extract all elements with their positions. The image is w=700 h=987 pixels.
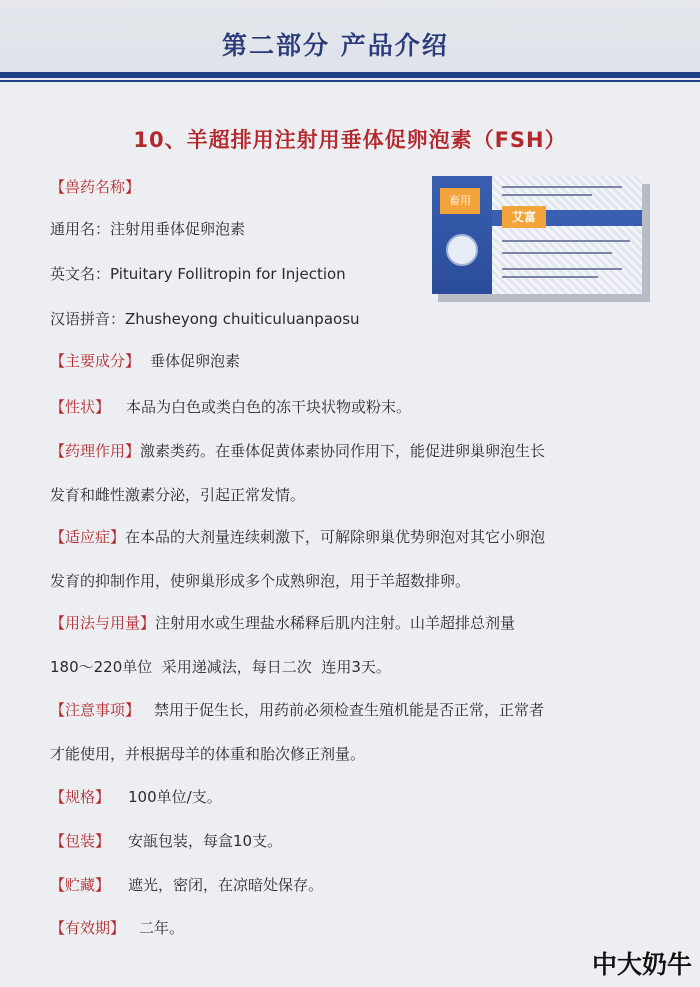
precautions-line2: 才能使用，并根据母羊的体重和胎次修正剂量。 <box>50 745 366 763</box>
header-rule-thin <box>0 80 700 82</box>
english-name-value: Pituitary Follitropin for Injection <box>110 265 346 283</box>
generic-name-value: 注射用垂体促卵泡素 <box>110 220 246 238</box>
generic-name-label: 通用名： <box>50 220 111 238</box>
package-label: 【包装】 <box>50 832 111 850</box>
usage-line2: 180～220单位 采用递减法，每日二次 连用3天。 <box>50 658 391 676</box>
spec-value: 100单位/支。 <box>128 788 222 806</box>
expiry-value: 二年。 <box>139 919 185 937</box>
precautions-row <box>50 699 544 720</box>
indications-line1: 在本品的大剂量连续刺激下，可解除卵巢优势卵泡对其它小卵泡 <box>125 528 546 546</box>
pinyin-row <box>50 308 360 329</box>
spec-label: 【规格】 <box>50 788 111 806</box>
expiry-label: 【有效期】 <box>50 919 126 937</box>
box-product-name: 艾富 <box>502 206 546 228</box>
document-title: 10、羊超排用注射用垂体促卵泡素（FSH） <box>133 128 567 152</box>
ingredients-row <box>50 350 240 371</box>
pharmacology-row-2 <box>50 484 305 505</box>
precautions-line1: 禁用于促生长，用药前必须检查生殖机能是否正常，正常者 <box>154 701 545 719</box>
precautions-label: 【注意事项】 <box>50 701 141 719</box>
indications-label: 【适应症】 <box>50 528 126 546</box>
package-row <box>50 830 282 851</box>
header-rule-thick <box>0 72 700 78</box>
vet-name-label: 【兽药名称】 <box>50 178 141 196</box>
usage-row <box>50 612 515 633</box>
section-title: 第二部分 产品介绍 <box>222 31 449 60</box>
precautions-row-2 <box>50 743 365 764</box>
appearance-row <box>50 396 411 417</box>
pinyin-value: Zhusheyong chuiticuluanpaosu <box>125 310 360 328</box>
indications-line2: 发育的抑制作用，使卵巢形成多个成熟卵泡，用于羊超数排卵。 <box>50 572 471 590</box>
pharmacology-line1: 激素类药。在垂体促黄体素协同作用下，能促进卵巢卵泡生长 <box>140 442 546 460</box>
box-brand: 畜用 <box>440 188 480 214</box>
box-front-panel <box>492 176 642 294</box>
generic-name-row <box>50 218 245 239</box>
spec-row <box>50 786 222 807</box>
pinyin-label: 汉语拼音： <box>50 310 126 328</box>
ingredients-label: 【主要成分】 <box>50 352 141 370</box>
pharmacology-row <box>50 440 545 461</box>
indications-row <box>50 526 545 547</box>
usage-row-2 <box>50 656 391 677</box>
appearance-label: 【性状】 <box>50 398 111 416</box>
pharmacology-line2: 发育和雌性激素分泌，引起正常发情。 <box>50 486 306 504</box>
watermark: 中大奶牛 <box>591 950 692 979</box>
expiry-row <box>50 917 184 938</box>
product-box-image <box>432 176 650 304</box>
package-value: 安瓿包装，每盒10支。 <box>128 832 283 850</box>
pharmacology-label: 【药理作用】 <box>50 442 141 460</box>
usage-line1: 注射用水或生理盐水稀释后肌内注射。山羊超排总剂量 <box>155 614 516 632</box>
box-side-panel <box>432 176 492 294</box>
appearance-value: 本品为白色或类白色的冻干块状物或粉末。 <box>126 398 412 416</box>
storage-label: 【贮藏】 <box>50 876 111 894</box>
english-name-row <box>50 263 346 284</box>
storage-row <box>50 874 323 895</box>
manufacturer-logo-icon <box>446 234 478 266</box>
ingredients-value: 垂体促卵泡素 <box>150 352 241 370</box>
storage-value: 遮光，密闭，在凉暗处保存。 <box>128 876 324 894</box>
usage-label: 【用法与用量】 <box>50 614 156 632</box>
vet-name-heading <box>50 176 140 197</box>
indications-row-2 <box>50 570 470 591</box>
english-name-label: 英文名： <box>50 265 111 283</box>
